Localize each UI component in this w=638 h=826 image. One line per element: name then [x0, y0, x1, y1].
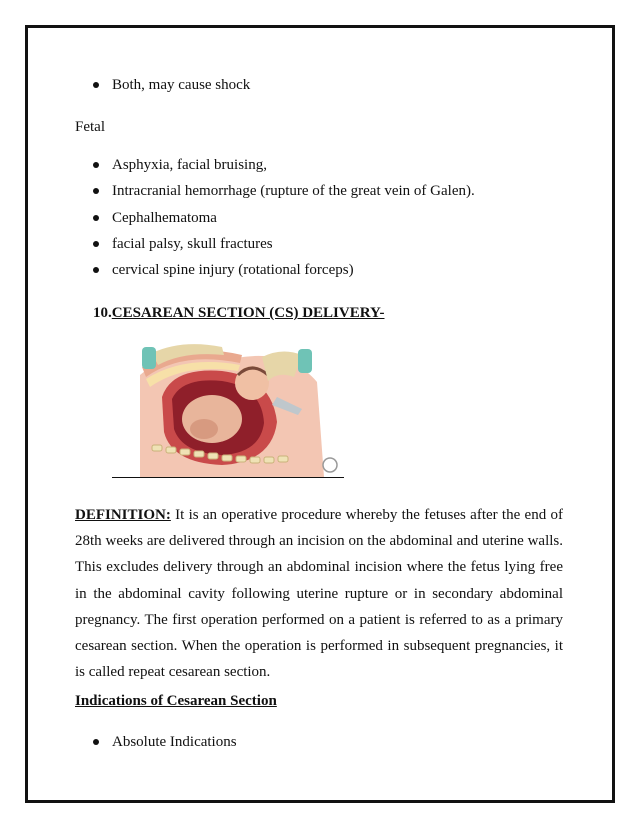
maternal-bullet-text: Both, may cause shock: [112, 77, 251, 93]
bullet-dot: [93, 82, 99, 88]
fetal-label: Fetal: [75, 119, 105, 135]
indication-item: Absolute Indications: [112, 734, 237, 750]
definition-paragraph: [75, 502, 563, 685]
definition-label: DEFINITION:: [75, 507, 171, 523]
bullet-dot: [93, 267, 99, 273]
figure-underline: [112, 477, 344, 478]
bullet-dot: [93, 162, 99, 168]
fetal-item: Intracranial hemorrhage (rupture of the great vein of Galen).: [112, 183, 475, 199]
cesarean-delivery-illustration: [112, 337, 344, 477]
fetal-item: facial palsy, skull fractures: [112, 236, 273, 252]
section-heading: [93, 304, 384, 322]
bullet-dot: [93, 215, 99, 221]
indications-heading: Indications of Cesarean Section: [75, 693, 277, 709]
fetal-item: cervical spine injury (rotational forceps): [112, 262, 354, 278]
bullet-dot: [93, 739, 99, 745]
fetal-item: Asphyxia, facial bruising,: [112, 157, 267, 173]
bullet-dot: [93, 188, 99, 194]
bullet-dot: [93, 241, 99, 247]
definition-text: It is an operative procedure whereby the fetuses after the end of 28th weeks are delivered through an incision on the abdominal and uterine walls. This excludes delivery through an abdominal incision where the fetus lying free in the abdominal cavity following uterine rupture or in secondary abdominal pregnancy. The first operation performed on a patient is referred to as a primary cesarean section. When the operation is performed in subsequent pregnancies, it is called repeat cesarean section.: [75, 507, 563, 681]
section-title: CESAREAN SECTION (CS) DELIVERY-: [111, 305, 385, 321]
fetal-item: Cephalhematoma: [112, 210, 217, 226]
section-number: 10.: [93, 305, 112, 321]
